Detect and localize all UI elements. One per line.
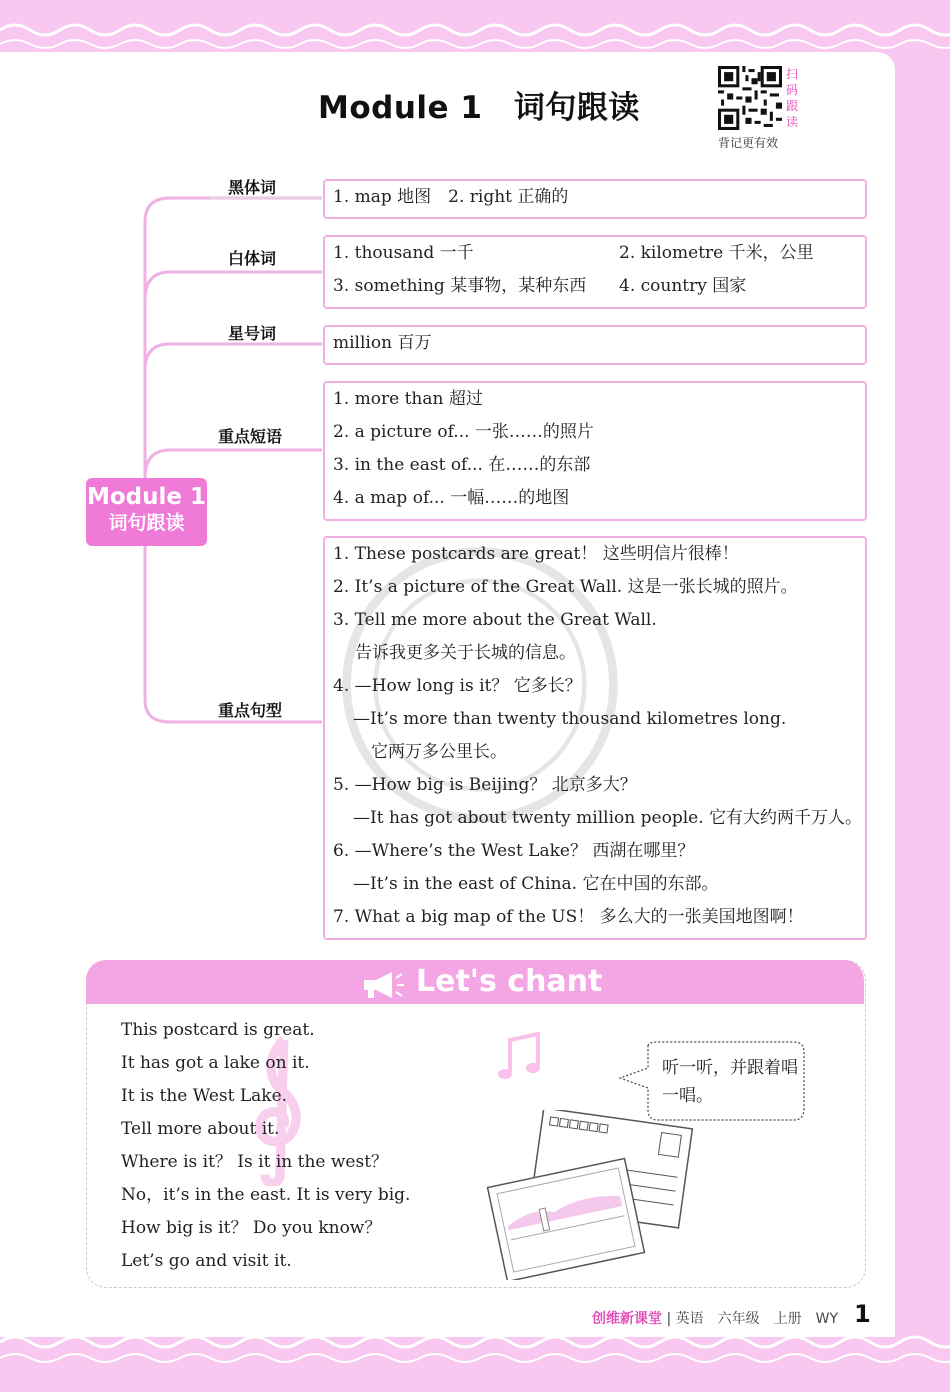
plain-word-3: 3. something 某事物，某种东西 bbox=[333, 276, 587, 296]
watermark-seal-icon bbox=[335, 540, 625, 830]
sentence-line: 3. Tell me more about the Great Wall. bbox=[333, 610, 657, 630]
category-key-phrases: 重点短语 bbox=[218, 427, 283, 446]
plain-word-1: 1. thousand 一千 bbox=[333, 243, 474, 263]
sentence-line: 1. These postcards are great！ 这些明信片很棒！ bbox=[333, 544, 739, 564]
music-note-icon bbox=[496, 1032, 544, 1084]
footer-info: | 英语 六年级 上册 WY bbox=[666, 1311, 839, 1327]
chant-line: Let’s go and visit it. bbox=[121, 1251, 292, 1271]
sentence-translation: 它两万多公里长。 bbox=[371, 742, 507, 762]
bottom-wave-border bbox=[0, 1322, 950, 1392]
category-plain-words: 白体词 bbox=[228, 249, 277, 268]
qr-scan-label: 扫码跟读 bbox=[786, 67, 799, 129]
qr-caption: 背记更有效 bbox=[718, 136, 779, 150]
chant-line: It has got a lake on it. bbox=[121, 1053, 310, 1073]
category-bold-words: 黑体词 bbox=[228, 178, 277, 197]
phrase-line: 2. a picture of... 一张……的照片 bbox=[333, 422, 594, 442]
plain-word-2: 2. kilometre 千米，公里 bbox=[619, 243, 814, 263]
chant-line: How big is it？ Do you know？ bbox=[121, 1218, 382, 1238]
sentence-line: 5. —How big is Beijing？ 北京多大？ bbox=[333, 775, 637, 795]
sentence-line: 6. —Where’s the West Lake？ 西湖在哪里？ bbox=[333, 841, 695, 861]
megaphone-icon bbox=[360, 968, 406, 1002]
phrase-line: 1. more than 超过 bbox=[333, 389, 483, 409]
page-footer bbox=[592, 1308, 838, 1328]
chant-lyrics bbox=[121, 1014, 410, 1278]
chant-line: No，it’s in the east. It is very big. bbox=[121, 1185, 411, 1205]
sentence-line: 2. It’s a picture of the Great Wall. 这是一张长城的照片。 bbox=[333, 577, 798, 597]
page-title: Module 1 词句跟读 bbox=[318, 90, 640, 126]
plain-word-4: 4. country 国家 bbox=[619, 276, 747, 296]
center-node-title: Module 1 bbox=[86, 484, 207, 510]
chant-line: This postcard is great. bbox=[121, 1020, 315, 1040]
sentence-answer: —It has got about twenty million people. 它有大约两千万人。 bbox=[353, 808, 863, 828]
bold-words-box bbox=[323, 179, 867, 219]
center-node-subtitle: 词句跟读 bbox=[108, 512, 185, 534]
bubble-text: 听一听，并跟着唱一唱。 bbox=[662, 1058, 798, 1106]
postcards-illustration bbox=[486, 1110, 700, 1280]
chant-line: Where is it？ Is it in the west？ bbox=[121, 1152, 389, 1172]
plain-words-box bbox=[323, 235, 867, 309]
bold-word-line: 1. map 地图 2. right 正确的 bbox=[333, 187, 569, 207]
category-key-sentences: 重点句型 bbox=[218, 701, 283, 720]
chant-line: It is the West Lake. bbox=[121, 1086, 288, 1106]
sentence-translation: 告诉我更多关于长城的信息。 bbox=[355, 643, 576, 663]
chant-title: Let's chant bbox=[416, 964, 603, 999]
page-number: 1 bbox=[854, 1300, 871, 1328]
sentence-answer: —It’s in the east of China. 它在中国的东部。 bbox=[353, 874, 719, 894]
phrase-line: 4. a map of... 一幅……的地图 bbox=[333, 488, 570, 508]
star-words-box bbox=[323, 325, 867, 365]
chant-line: Tell more about it. bbox=[121, 1119, 280, 1139]
category-star-words: 星号词 bbox=[228, 324, 277, 343]
mindmap-center-node bbox=[86, 478, 207, 546]
sentence-line: 4. —How long is it？ 它多长？ bbox=[333, 676, 582, 696]
star-word-line: million 百万 bbox=[333, 333, 432, 353]
sentence-line: 7. What a big map of the US！ 多么大的一张美国地图啊！ bbox=[333, 907, 804, 927]
footer-brand: 创维新课堂 bbox=[592, 1311, 662, 1327]
phrase-line: 3. in the east of... 在……的东部 bbox=[333, 455, 591, 475]
phrases-box bbox=[323, 381, 867, 521]
sentence-answer: —It’s more than twenty thousand kilometres long. bbox=[353, 709, 787, 729]
